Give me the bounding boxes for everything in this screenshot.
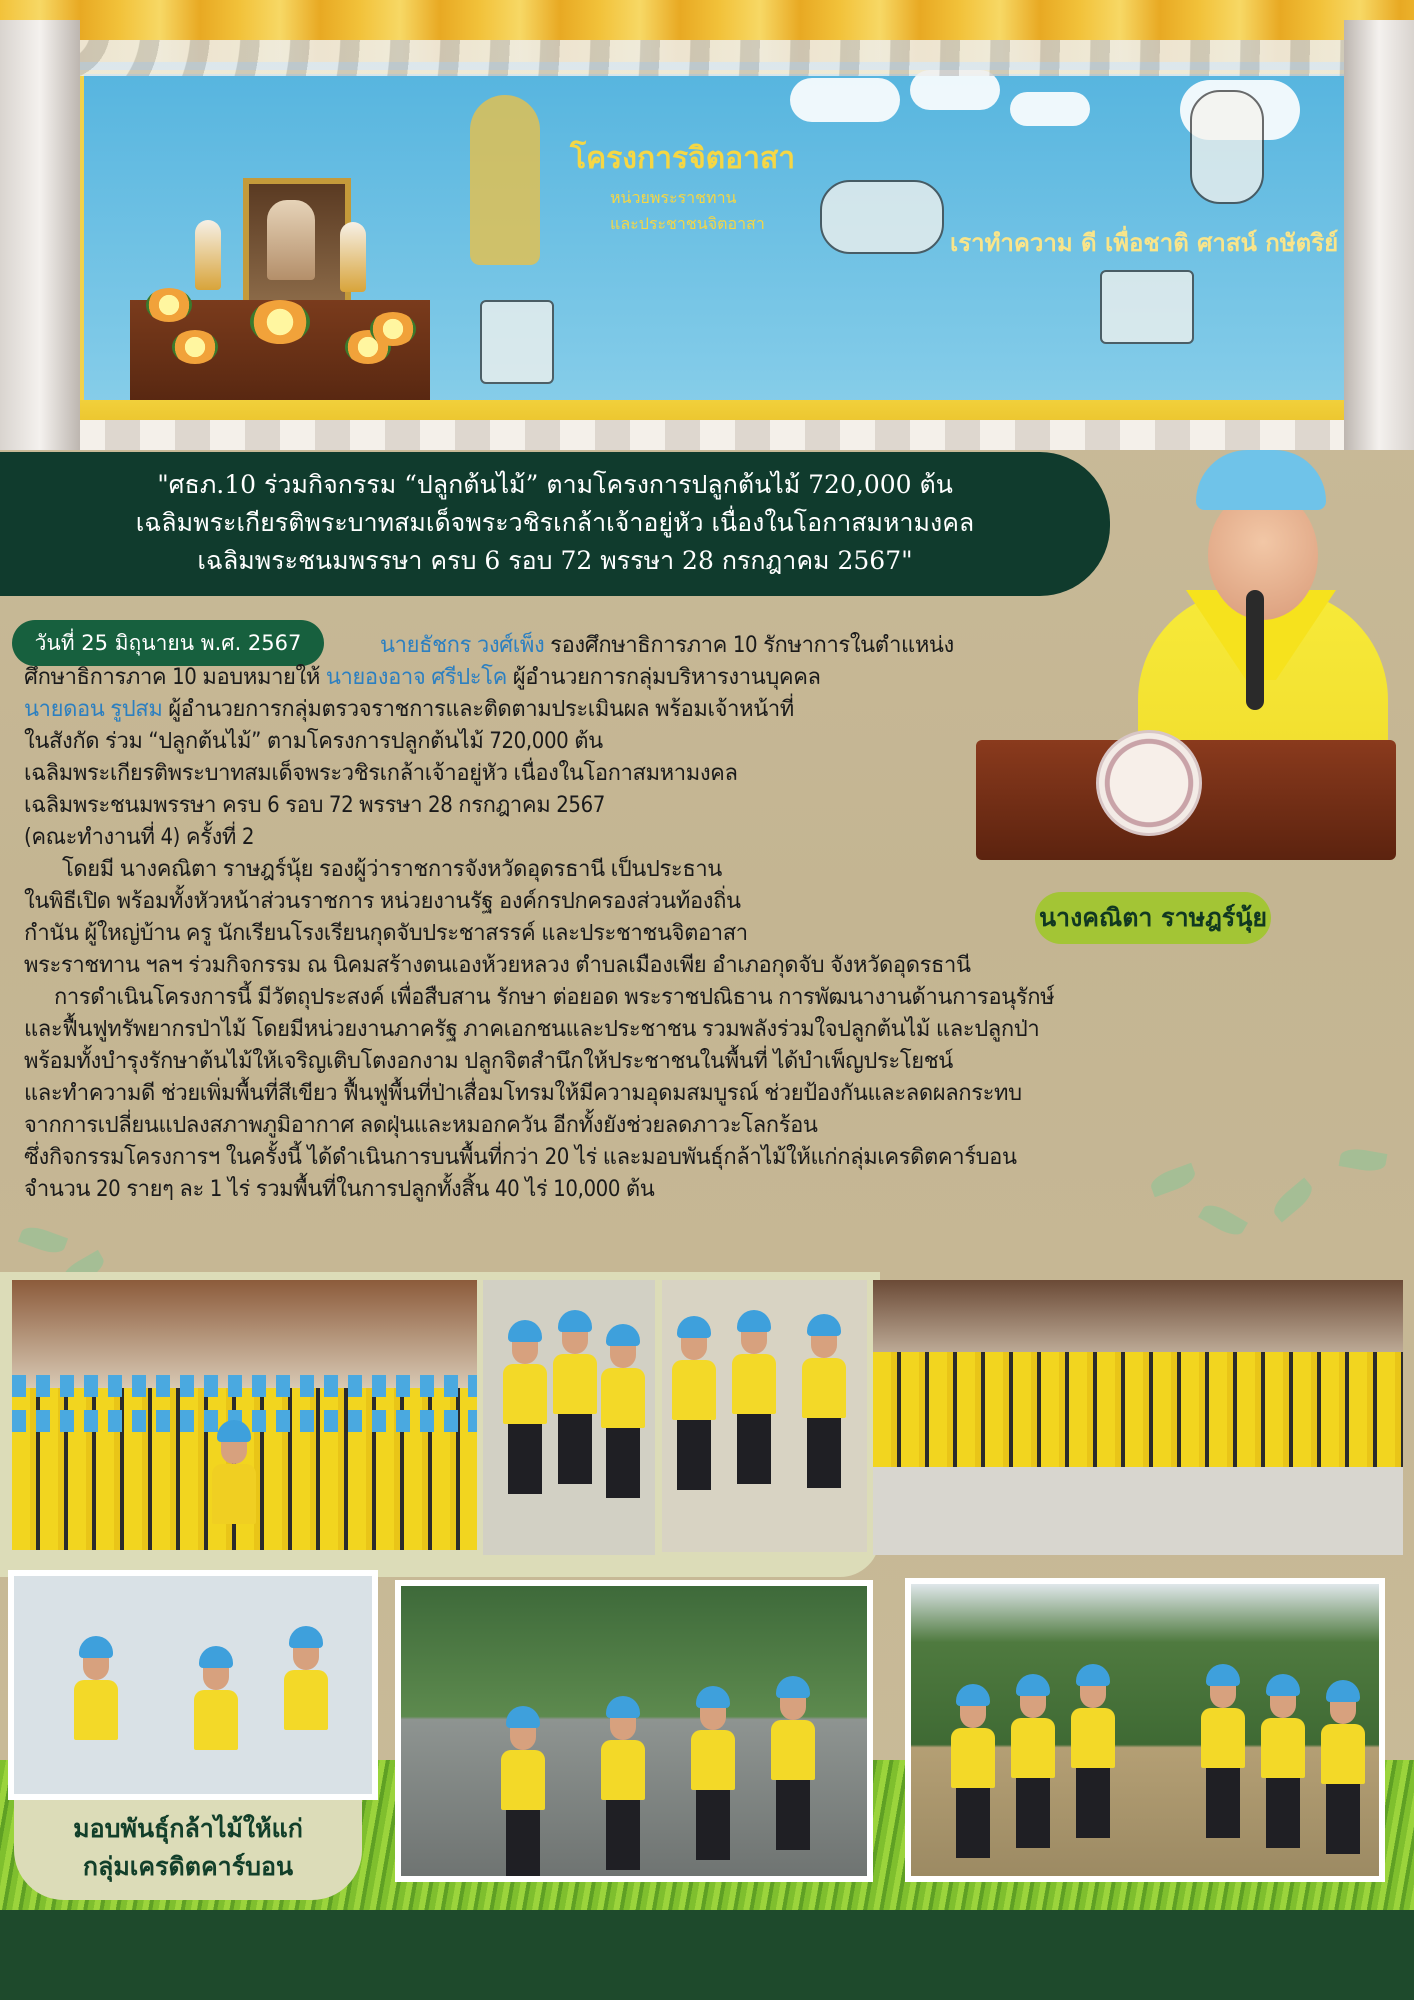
photo-crowd-hall [12, 1280, 477, 1550]
footer-bar [0, 1910, 1414, 2000]
speaker-name-label: นางคณิตา ราษฎร์นุ้ย [1035, 892, 1271, 944]
leaf-icon [1148, 1163, 1198, 1198]
house-sketch-icon [480, 300, 554, 384]
photo-group-plantation [905, 1578, 1385, 1882]
cap-icon [1196, 450, 1326, 510]
person-name: นายดอน รูปสม [24, 697, 163, 722]
offering-vase-icon [340, 222, 366, 292]
children-sketch-icon [820, 180, 944, 254]
leaf-icon [1339, 1146, 1388, 1174]
photo-officials-2 [662, 1280, 867, 1552]
photo-group-officials [483, 1280, 655, 1555]
article-body: นายธัชกร วงศ์เพ็ง รองศึกษาธิการภาค 10 รักษาการในตำแหน่ง ศึกษาธิการภาค 10 มอบหมายให้ นายองอาจ ศรีปะโค ผู้อำนวยการกลุ่มบริหารงานบุคคล นายดอน รูปสม ผู้อำนวยการกลุ่มตรวจราชการและติดตามประเมินผล พร้อมเจ้าหน้าที่ ในสังกัด ร่วม “ปลูกต้นไม้” ตามโครงการปลูกต้นไม้ 720,000 ต้น เฉลิมพระเกียรติพระบาทสมเด็จพระวชิรเกล้าเจ้าอยู่หัว เนื่องในโอกาสมหามงคล เฉลิมพระชนมพรรษา ครบ 6 รอบ 72 พรรษา 28 กรกฎาคม 2567 (คณะทำงานที่ 4) ครั้งที่ 2 โดยมี นางคณิตา ราษฎร์นุ้ย รองผู้ว่าราชการจังหวัดอุดรธานี เป็นประธาน ในพิธีเปิด พร้อมทั้งหัวหน้าส่วนราชการ หน่วยงานรัฐ องค์กรปกครองส่วนท้องถิ่น กำนัน ผู้ใหญ่บ้าน ครู นักเรียนโรงเรียนกุดจับประชาสรรค์ และประชาชนจิตอาสา พระราชทาน ฯลฯ ร่วมกิจกรรม ณ นิคมสร้างตนเองห้วยหลวง ตำบลเมืองเพีย อำเภอกุดจับ จังหวัดอุดรธานี การดำเนินโครงการนี้ มีวัตถุประสงค์ เพื่อสืบสาน รักษา ต่อยอด พระราชปณิธาน การพัฒนางานด้านการอนุรักษ์ และฟื้นฟูทรัพยากรป่าไม้ โดยมีหน่วยงานภาครัฐ ภาคเอกชนและประชาชน รวมพลังร่วมใจปลูกต้นไม้ และปลูกป่า พร้อมทั้งบำรุงรักษาต้นไม้ให้เจริญเติบโตงอกงาม ปลูกจิตสำนึกให้ประชาชนในพื้นที่ ได้บำเพ็ญประโยชน์ และทำความดี ช่วยเพิ่มพื้นที่สีเขียว ฟื้นฟูพื้นที่ป่าเสื่อมโทรมให้มีความอุดมสมบูรณ์ ช่วยป้องกันและลดผลกระทบ จากการเปลี่ยนแปลงสภาพภูมิอากาศ ลดฝุ่นและหมอกควัน อีกทั้งยังช่วยลดภาวะโลกร้อน ซึ่งกิจกรรมโครงการฯ ในครั้งนี้ ได้ดำเนินการบนพื้นที่กว่า 20 ไร่ และมอบพันธุ์กล้าไม้ให้แก่กลุ่มเครดิตคาร์บอน จำนวน 20 รายๆ ละ 1 ไร่ รวมพื้นที่ในการปลูกทั้งสิ้น 40 ไร่ 10,000 ต้น [24, 633, 1055, 1202]
leaf-icon [18, 1223, 68, 1258]
leaf-icon [1198, 1200, 1248, 1240]
offering-vase-icon [195, 220, 221, 290]
photo-seedling-handover [8, 1570, 378, 1800]
house-sketch-icon [1100, 270, 1194, 344]
emblem-icon [470, 95, 540, 265]
flower-icon [370, 312, 416, 346]
banner-photo [0, 0, 1414, 450]
date-badge: วันที่ 25 มิถุนายน พ.ศ. 2567 [12, 620, 324, 666]
leaf-icon [1269, 1178, 1317, 1223]
person-name: นายองอาจ ศรีปะโค [325, 665, 507, 690]
photo-crowd-exercise [873, 1280, 1403, 1555]
flower-icon [146, 288, 192, 322]
flower-icon [250, 300, 310, 344]
poster-subtitle: หน่วยพระราชทาน และประชาชนจิตอาสา [610, 188, 765, 233]
royal-portrait [243, 178, 351, 308]
person-name: นายธัชกร วงศ์เพ็ง [380, 633, 545, 658]
headline: "ศธภ.10 ร่วมกิจกรรม “ปลูกต้นไม้” ตามโครงการปลูกต้นไม้ 720,000 ต้น เฉลิมพระเกียรติพระบาทสมเด็จพระวชิรเกล้าเจ้าอยู่หัว เนื่องในโอกาสมหามงคล เฉลิมพระชนมพรรษา ครบ 6 รอบ 72 พรรษา 28 กรกฎาคม 2567" [135, 470, 975, 575]
poster-slogan: เราทำความ ดี เพื่อชาติ ศาสน์ กษัตริย์ [950, 229, 1339, 257]
teacher-sketch-icon [1190, 90, 1264, 204]
curtain-left [0, 20, 80, 450]
photo-planting-walk [395, 1580, 873, 1882]
microphone-icon [1246, 590, 1264, 710]
curtain-right [1344, 20, 1414, 450]
flower-icon [172, 330, 218, 364]
headline-banner [0, 452, 1110, 596]
poster-title: โครงการจิตอาสา [570, 141, 796, 176]
photo-caption: มอบพันธุ์กล้าไม้ให้แก่ กลุ่มเครดิตคาร์บอน [14, 1800, 362, 1900]
